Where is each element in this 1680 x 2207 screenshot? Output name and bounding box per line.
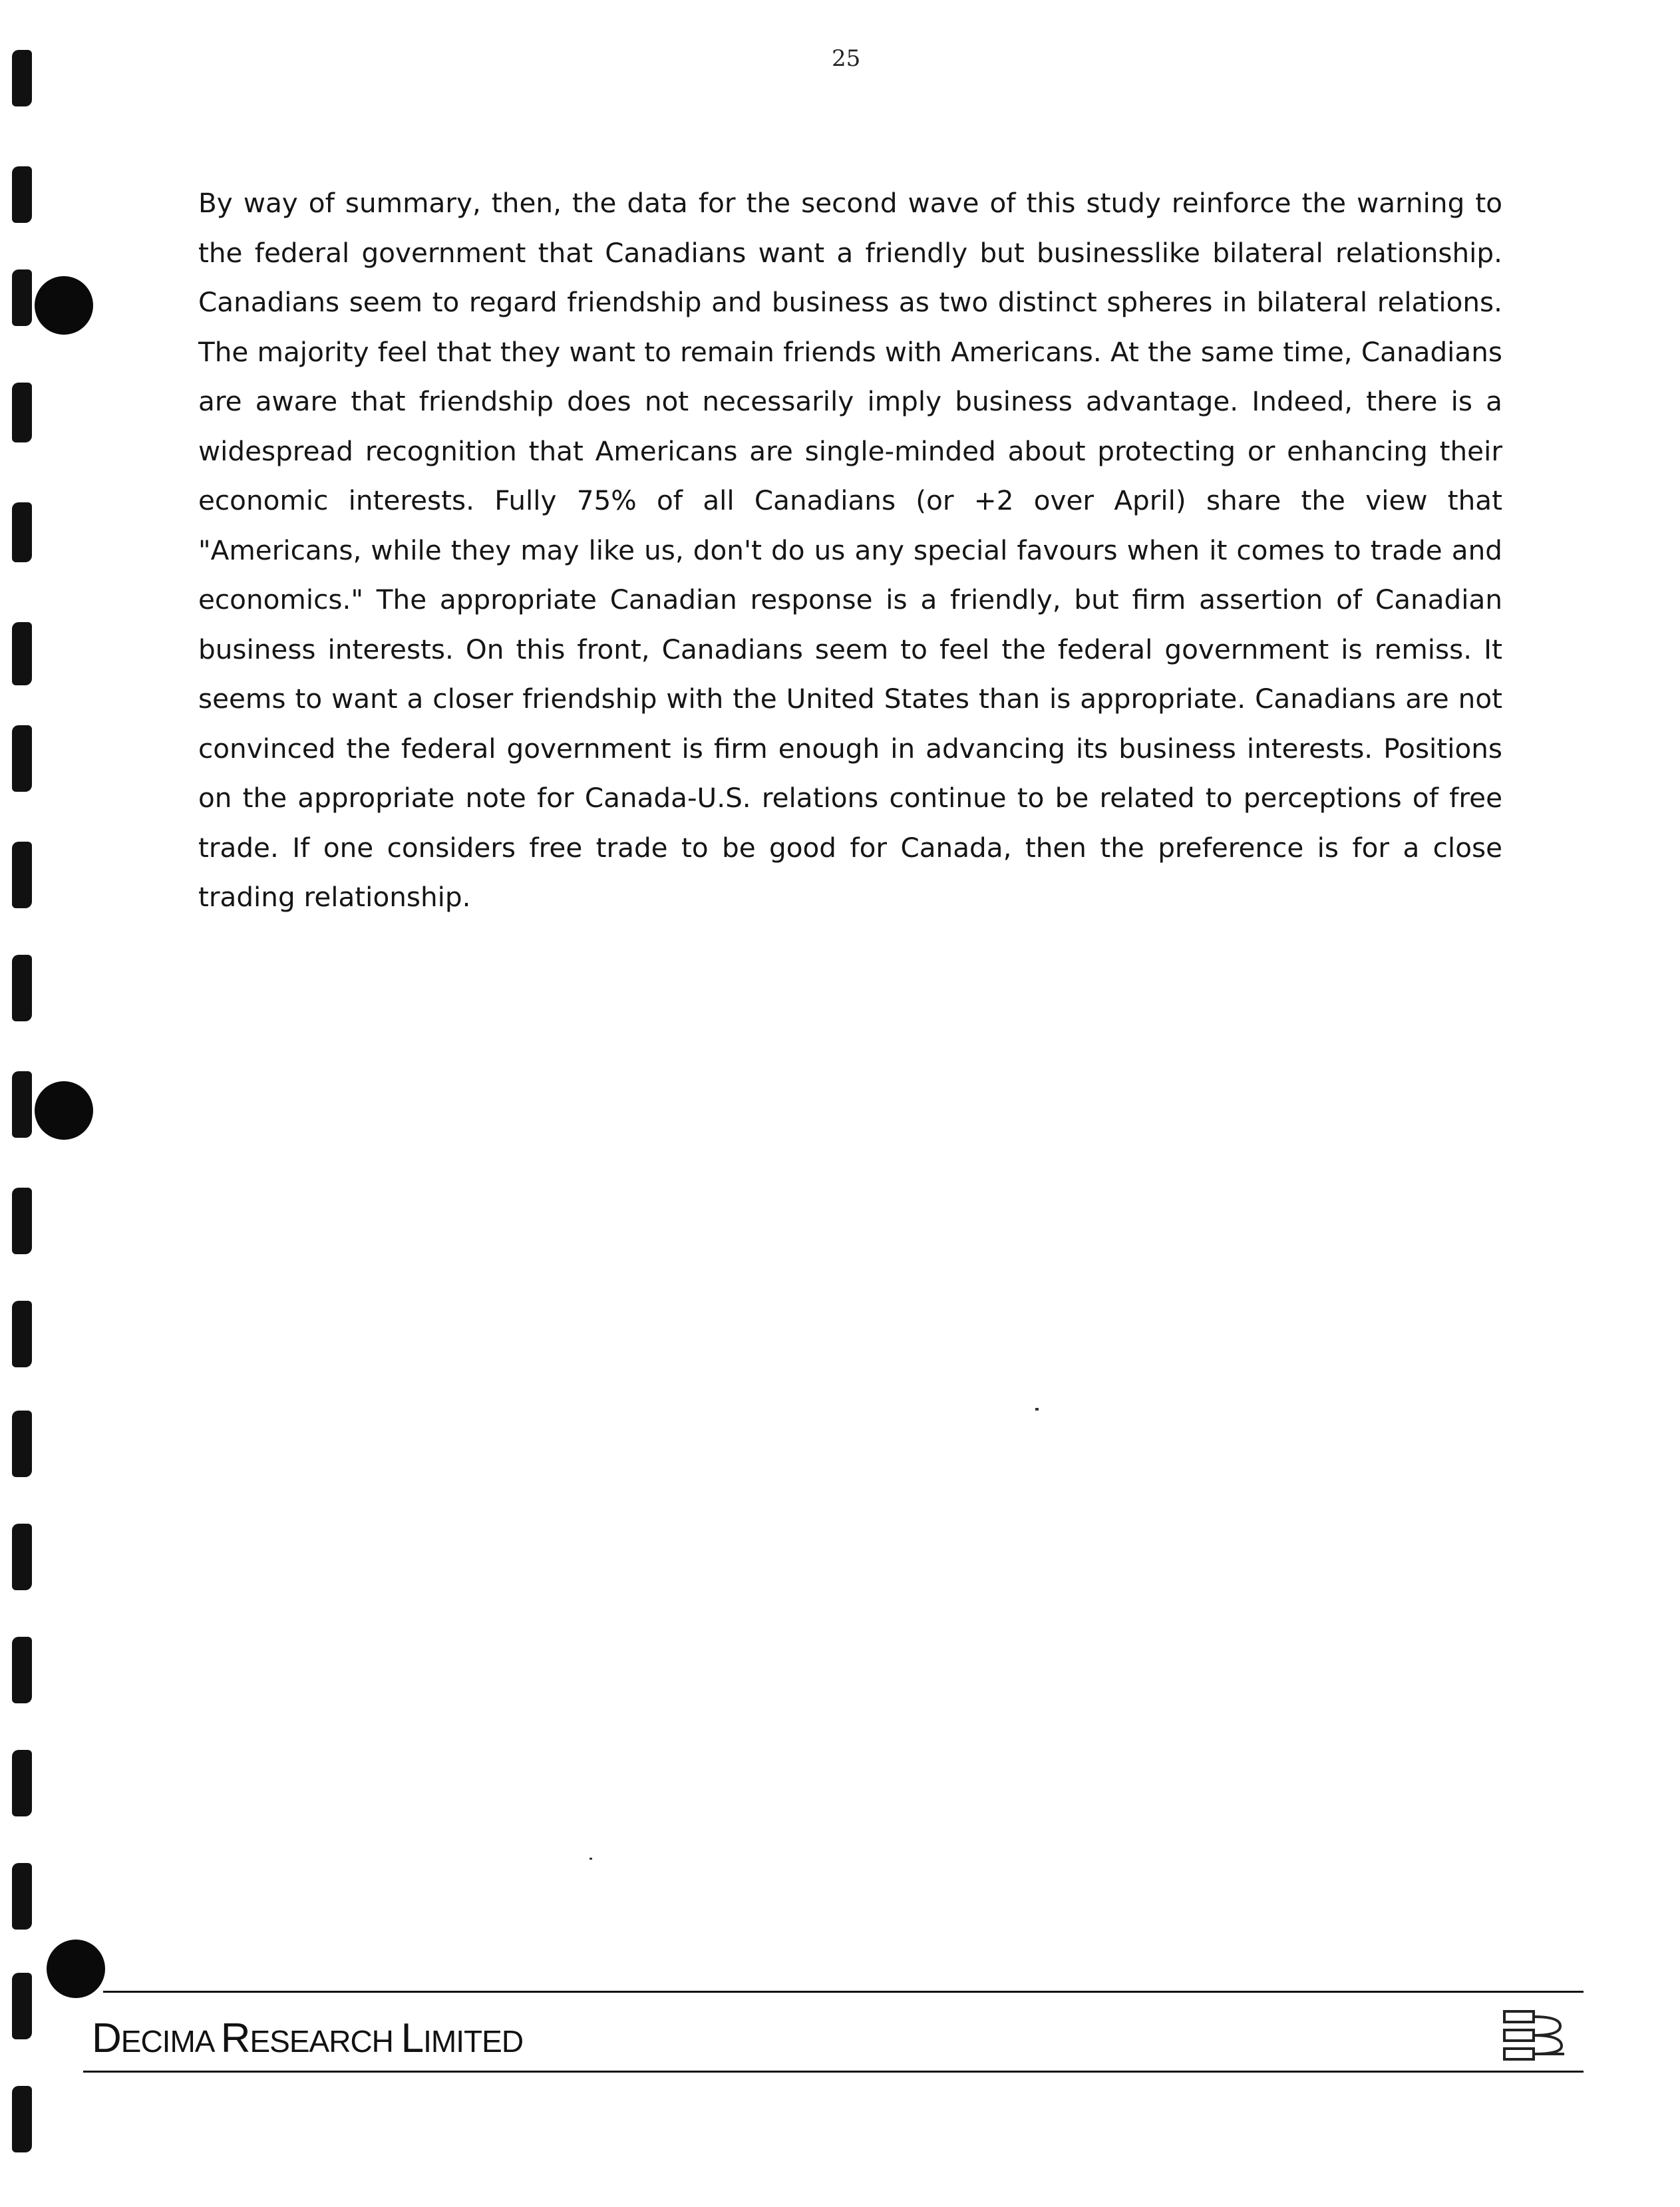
company-name-initial: D	[92, 2015, 121, 2061]
decima-logo-icon	[1500, 1999, 1574, 2073]
binding-mark	[12, 502, 32, 562]
scan-speck	[589, 1858, 592, 1860]
punch-hole	[35, 276, 93, 335]
binding-mark	[12, 1411, 32, 1477]
company-name-smallcaps: IMITED	[423, 2024, 524, 2059]
binding-mark	[12, 166, 32, 223]
body-paragraph: By way of summary, then, the data for the second wave of this study reinforce the warning to the federal government that Canadians want a friendly but businesslike bilateral relationship. Canadians seem to regard friendship and business as two distinct spheres in bilateral relations. The majority feel that they want to remain friends with Americans. At the same time, Canadians are aware that friendship does not necessarily imply business advantage. Indeed, there is a widespread recognition that Americans are single-minded about protecting or enhancing their economic interests. Fully 75% of all Canadians (or +2 over April) share the view that "Americans, while they may like us, don't do us any special favours when it comes to trade and economics." The appropriate Canadian response is a friendly, but firm assertion of Canadian business interests. On this front, Canadians seem to feel the federal government is remiss. It seems to want a closer friendship with the United States than is appropriate. Canadians are not convinced the federal government is firm enough in advancing its business interests. Positions on the appropriate note for Canada-U.S. relations continue to be related to perceptions of free trade. If one considers free trade to be good for Canada, then the preference is for a close trading relationship.	[198, 187, 1502, 913]
binding-mark	[12, 1750, 32, 1816]
binding-mark	[12, 1071, 32, 1138]
company-name-initial: L	[401, 2015, 424, 2061]
binding-mark	[12, 2086, 32, 2152]
scan-speck	[1035, 1408, 1039, 1411]
binding-mark	[12, 1863, 32, 1930]
page-number: 25	[832, 45, 861, 72]
binding-mark	[12, 269, 32, 326]
binding-mark	[12, 1637, 32, 1703]
footer-rule-top	[103, 1991, 1584, 1993]
binding-mark	[12, 842, 32, 908]
punch-hole	[35, 1081, 93, 1140]
binding-mark	[12, 1301, 32, 1367]
binding-mark	[12, 955, 32, 1021]
binding-mark	[12, 725, 32, 792]
company-name-smallcaps: ESEARCH	[250, 2024, 401, 2059]
company-name	[92, 2015, 523, 2062]
binding-mark	[12, 1973, 32, 2039]
binding-mark	[12, 1524, 32, 1590]
company-name-smallcaps: ECIMA	[120, 2024, 221, 2059]
punch-hole	[47, 1940, 105, 1998]
binding-mark	[12, 622, 32, 685]
binding-mark	[12, 383, 32, 442]
binding-mark	[12, 50, 32, 106]
footer-rule-bottom	[83, 2071, 1584, 2073]
binding-mark	[12, 1188, 32, 1254]
company-name-initial: R	[220, 2015, 250, 2061]
